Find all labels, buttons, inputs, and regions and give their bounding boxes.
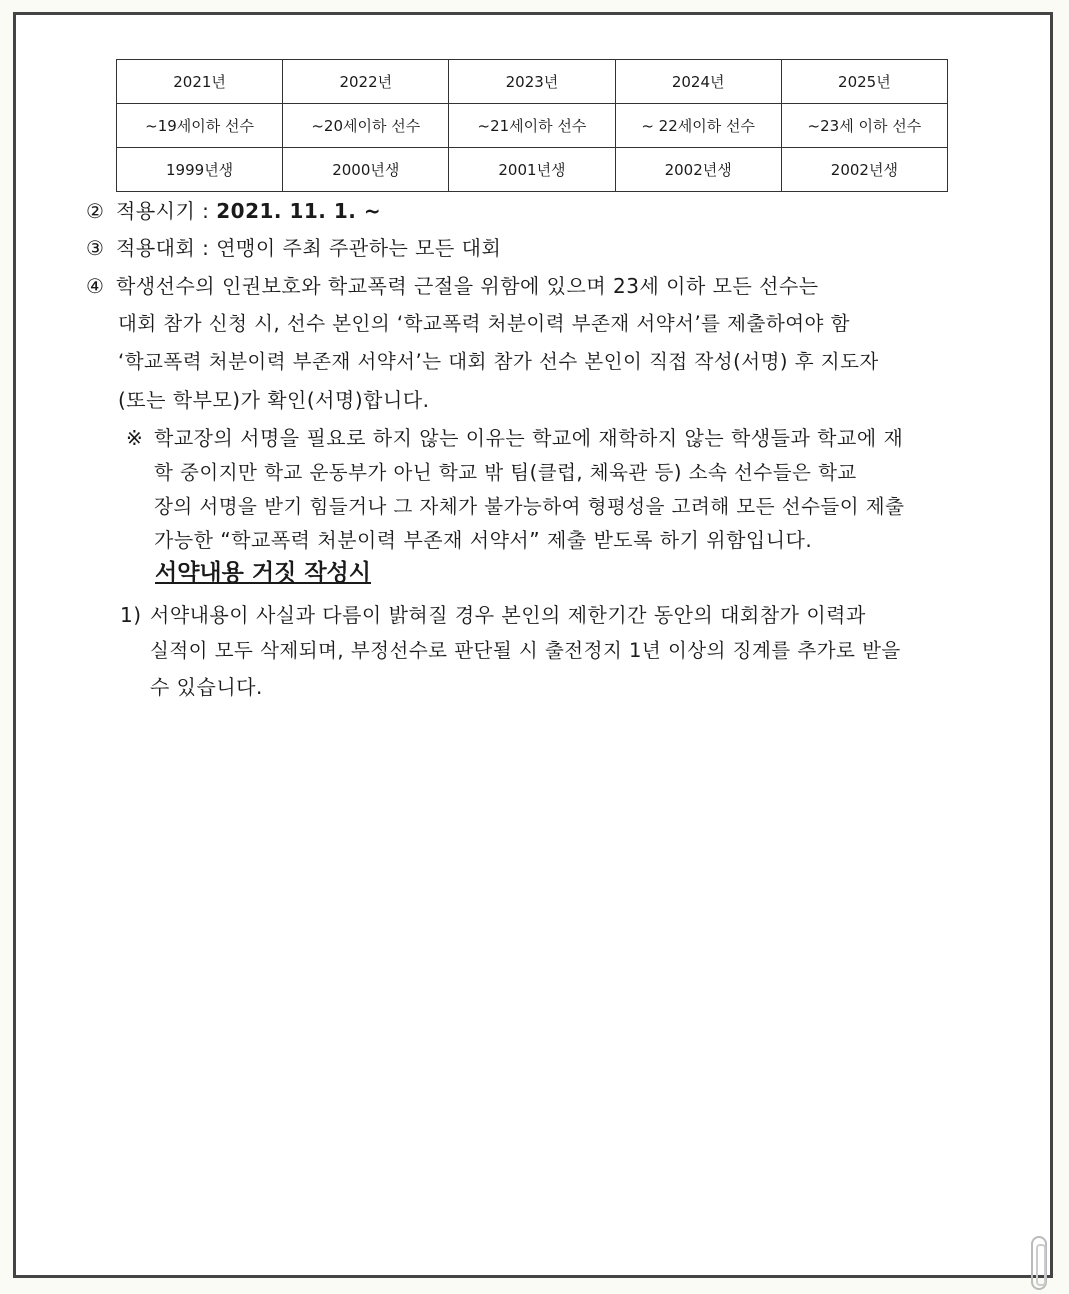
table-cell: 2025년 [781, 60, 947, 104]
note-line-3: 장의 서명을 받기 힘들거나 그 자체가 불가능하여 형평성을 고려해 모든 선수들이 제출 [154, 495, 905, 518]
table-cell: 2002년생 [781, 148, 947, 192]
note-mark: ※ [126, 426, 144, 450]
item-3-scope [86, 232, 501, 261]
item-4-line-2: 대회 참가 신청 시, 선수 본인의 ‘학교폭력 처분이력 부존재 서약서’를 제출하여야 함 [118, 312, 850, 335]
item-2-period [86, 195, 381, 224]
note-line-1 [126, 422, 903, 451]
item-4-line-1 [86, 270, 819, 299]
section-item-1-line-2: 실적이 모두 삭제되며, 부정선수로 판단될 시 출전정지 1년 이상의 징계를 추가로 받을 [150, 639, 901, 662]
item-4-line-4: (또는 학부모)가 확인(서명)합니다. [118, 388, 430, 412]
table-row-ages [117, 104, 948, 148]
section-item-1-line-3: 수 있습니다. [150, 675, 263, 699]
section-item-1-line-1 [120, 599, 866, 628]
item-2-mark: ② [86, 199, 105, 223]
table-row-years [117, 60, 948, 104]
table-cell: ~ 22세이하 선수 [615, 104, 781, 148]
table-cell: 2023년 [449, 60, 615, 104]
document-page [13, 12, 1053, 1278]
note-line-4: 가능한 “학교폭력 처분이력 부존재 서약서” 제출 받도록 하기 위함입니다. [154, 528, 813, 552]
section-item-1-mark: 1) [120, 603, 142, 627]
table-cell: 2021년 [117, 60, 283, 104]
table-cell: 2000년생 [283, 148, 449, 192]
table-cell: ~20세이하 선수 [283, 104, 449, 148]
table-cell: ~23세 이하 선수 [781, 104, 947, 148]
section-heading: 서약내용 거짓 작성시 [155, 560, 371, 586]
item-2-value: 2021. 11. 1. ~ [216, 199, 382, 223]
table-cell: 2024년 [615, 60, 781, 104]
item-4-mark: ④ [86, 274, 105, 298]
note-line-2: 학 중이지만 학교 운동부가 아닌 학교 밖 팀(클럽, 체육관 등) 소속 선수들은 학교 [154, 461, 857, 484]
paperclip-icon [1031, 1236, 1047, 1290]
table-row-births [117, 148, 948, 192]
table-cell: ~21세이하 선수 [449, 104, 615, 148]
item-3-text: 적용대회 : 연맹이 주최 주관하는 모든 대회 [116, 236, 502, 260]
table-cell: 2002년생 [615, 148, 781, 192]
table-cell: ~19세이하 선수 [117, 104, 283, 148]
note-text: 학교장의 서명을 필요로 하지 않는 이유는 학교에 재학하지 않는 학생들과 학교에 재 [154, 426, 904, 450]
item-3-mark: ③ [86, 236, 105, 260]
item-4-text: 학생선수의 인권보호와 학교폭력 근절을 위함에 있으며 23세 이하 모든 선수는 [116, 274, 819, 298]
item-2-label: 적용시기 : [116, 199, 217, 223]
table-cell: 2001년생 [449, 148, 615, 192]
age-limit-table [116, 59, 948, 192]
table-cell: 1999년생 [117, 148, 283, 192]
table-cell: 2022년 [283, 60, 449, 104]
item-4-line-3: ‘학교폭력 처분이력 부존재 서약서’는 대회 참가 선수 본인이 직접 작성(서명) 후 지도자 [118, 350, 879, 373]
section-item-1-text: 서약내용이 사실과 다름이 밝혀질 경우 본인의 제한기간 동안의 대회참가 이력과 [150, 603, 866, 627]
